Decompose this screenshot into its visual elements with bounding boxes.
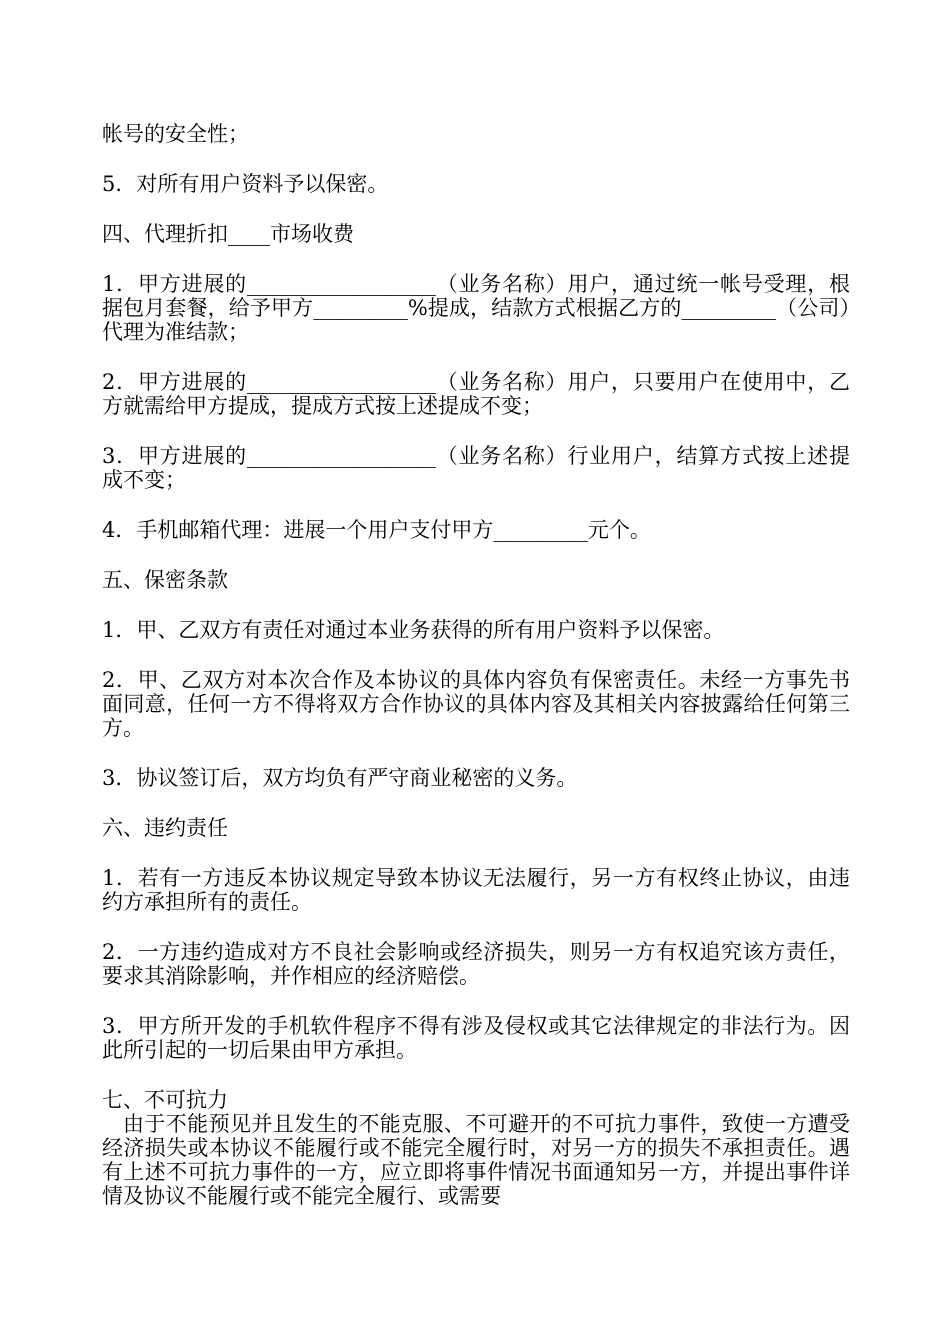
paragraph-agency-clause-4: 4．手机邮箱代理：进展一个用户支付甲方_________元个。 — [102, 518, 651, 542]
paragraph-agency-clause-1: 1．甲方进展的__________________（业务名称）用户，通过统一帐号受理，根据包月套餐，给予甲方_________%提成，结款方式根据乙方的_________（公司）代理为准结款； — [102, 272, 850, 344]
paragraph-force-majeure: 由于不能预见并且发生的不能克服、不可避开的不可抗力事件，致使一方遭受经济损失或本协议不能履行或不能完全履行时，对另一方的损失不承担责任。遇有上述不可抗力事件的一方，应立即将事件情况书面通知另一方，并提出事件详情及协议不能履行或不能完全履行、或需要 — [102, 1112, 850, 1208]
section-heading-force-majeure: 七、不可抗力 — [102, 1088, 228, 1112]
section-heading-agency-discount: 四、代理折扣____市场收费 — [102, 222, 354, 246]
paragraph-account-security: 帐号的安全性； — [102, 122, 249, 146]
paragraph-confidentiality-3: 3．协议签订后，双方均负有严守商业秘密的义务。 — [102, 766, 578, 790]
paragraph-breach-2: 2．一方违约造成对方不良社会影响或经济损失，则另一方有权追究该方责任，要求其消除影响，并作相应的经济赔偿。 — [102, 940, 850, 988]
paragraph-agency-clause-3: 3．甲方进展的__________________（业务名称）行业用户，结算方式按上述提成不变； — [102, 444, 850, 492]
section-heading-confidentiality: 五、保密条款 — [102, 568, 228, 592]
paragraph-confidentiality-2: 2．甲、乙双方对本次合作及本协议的具体内容负有保密责任。未经一方事先书面同意，任何一方不得将双方合作协议的具体内容及其相关内容披露给任何第三方。 — [102, 668, 850, 740]
document-page — [102, 122, 850, 1208]
section-heading-breach-liability: 六、违约责任 — [102, 816, 228, 840]
paragraph-confidentiality-1: 1．甲、乙双方有责任对通过本业务获得的所有用户资料予以保密。 — [102, 618, 725, 642]
paragraph-confidential-user-data: 5．对所有用户资料予以保密。 — [102, 172, 389, 196]
paragraph-agency-clause-2: 2．甲方进展的__________________（业务名称）用户，只要用户在使用中，乙方就需给甲方提成，提成方式按上述提成不变； — [102, 370, 850, 418]
paragraph-breach-3: 3．甲方所开发的手机软件程序不得有涉及侵权或其它法律规定的非法行为。因此所引起的一切后果由甲方承担。 — [102, 1014, 850, 1062]
paragraph-breach-1: 1．若有一方违反本协议规定导致本协议无法履行，另一方有权终止协议，由违约方承担所有的责任。 — [102, 866, 850, 914]
